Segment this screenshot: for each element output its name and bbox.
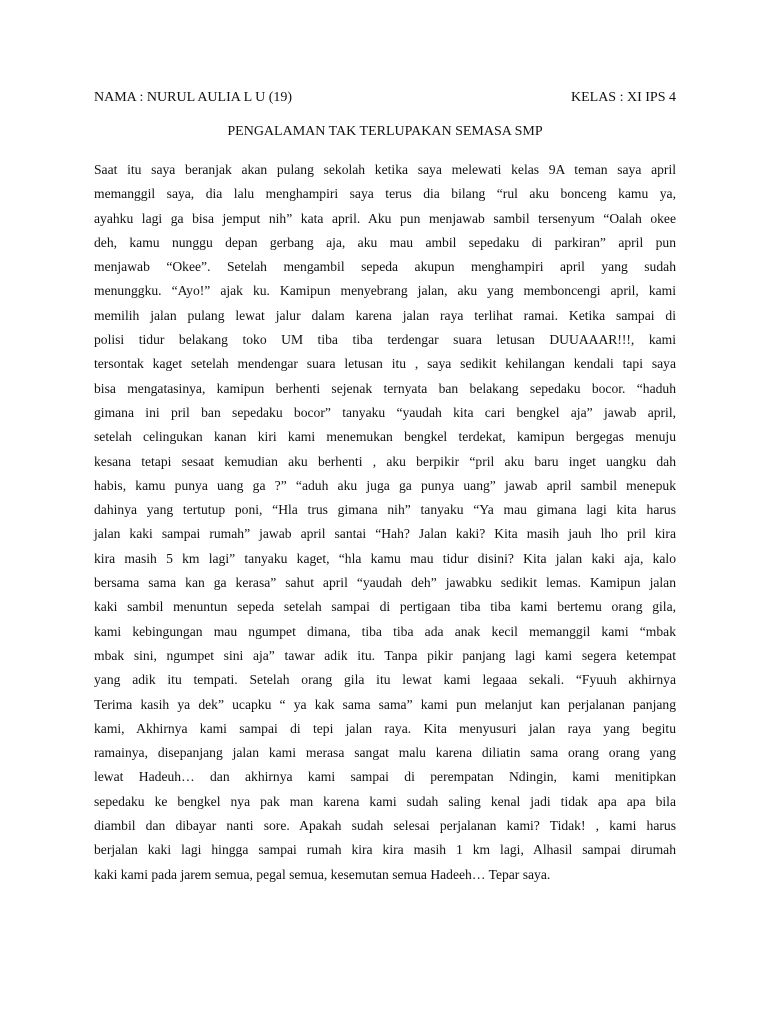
paragraph-line: bersama sama kan ga kerasa” sahut april “yaudah deh” jawabku sedikit lemas. Kamipun jalan	[94, 575, 676, 591]
paragraph-line: kaki sambil menuntun sepeda setelah sampai di pertigaan tiba tiba kami bertemu orang gila,	[94, 599, 676, 615]
paragraph-line: kami kebingungan mau ngumpet dimana, tiba tiba ada anak kecil memanggil kami “mbak	[94, 623, 676, 639]
paragraph-line: memanggil saya, dia lalu menghampiri saya terus dia bilang “rul aku bonceng kamu ya,	[94, 186, 676, 202]
paragraph-line: menjawab “Okee”. Setelah mengambil sepeda akupun menghampiri april yang sudah	[94, 259, 676, 275]
paragraph-line: Terima kasih ya dek” ucapku “ ya kak sama sama” kami pun melanjut kan perjalanan panjang	[94, 696, 676, 712]
paragraph-line: kira masih 5 km lagi” tanyaku kaget, “hla kamu mau tidur disini? Kita jalan kaki aja, kalo	[94, 550, 676, 566]
paragraph-line: polisi tidur belakang toko UM tiba tiba terdengar suara letusan DUUAAAR!!!, kami	[94, 332, 676, 348]
paragraph-line: memilih jalan pulang lewat jalur dalam karena jalan raya terlihat ramai. Ketika sampai di	[94, 307, 676, 323]
paragraph-line: diambil dan dibayar nanti sore. Apakah sudah selesai perjalanan kami? Tidak! , kami harus	[94, 818, 676, 834]
paragraph-line: ayahku lagi ga bisa jemput nih” kata april. Aku pun menjawab sambil tersenyum “Oalah okee	[94, 210, 676, 226]
paragraph-line: Saat itu saya beranjak akan pulang sekolah ketika saya melewati kelas 9A teman saya april	[94, 162, 676, 177]
paragraph-line: deh, kamu nunggu depan gerbang aja, aku mau ambil sepedaku di parkiran” april pun	[94, 234, 676, 250]
paragraph-line: kesana tetapi sesaat kemudian aku berhenti , aku berpikir “pril aku baru inget uangku dah	[94, 453, 676, 469]
paragraph-line: lewat Hadeuh… dan akhirnya kami sampai di perempatan Ndingin, kami menitipkan	[94, 769, 676, 785]
student-class: KELAS : XI IPS 4	[570, 90, 676, 105]
paragraph-line: menunggku. “Ayo!” ajak ku. Kamipun menyebrang jalan, aku yang memboncengi april, kami	[94, 283, 676, 299]
paragraph-line: tersontak kaget setelah mendengar suara letusan itu , saya sedikit kehilangan kendali tapi saya	[94, 356, 676, 372]
paragraph-line: ramainya, disepanjang jalan kami merasa sangat malu karena diliatin sama orang orang yang	[94, 745, 676, 761]
paragraph-line: kami, Akhirnya kami sampai di tepi jalan raya. Kita menyusuri jalan raya yang begitu	[94, 720, 676, 736]
paragraph-line: gimana ini pril ban sepedaku bocor” tanyaku “yaudah kita cari bengkel aja” jawab april,	[94, 404, 676, 420]
header-row	[94, 88, 676, 108]
paragraph-line: dahinya yang tertutup poni, “Hla trus gimana nih” tanyaku “Ya mau gimana lagi kita harus	[94, 502, 676, 518]
document-title: PENGALAMAN TAK TERLUPAKAN SEMASA SMP	[227, 124, 543, 139]
story-paragraph	[94, 158, 676, 887]
paragraph-line: jalan kaki sampai rumah” jawab april santai “Hah? Jalan kaki? Kita masih jauh lho pril kira	[94, 526, 676, 542]
paragraph-line: bisa mengatasinya, kamipun berhenti sejenak ternyata ban belakang sepedaku bocor. “haduh	[94, 380, 676, 396]
paragraph-line: kaki kami pada jarem semua, pegal semua, kesemutan semua Hadeeh… Tepar saya.	[94, 866, 551, 882]
paragraph-line: setelah celingukan kanan kiri kami menemukan bengkel terdekat, kamipun bergegas menuju	[94, 429, 676, 445]
student-name: NAMA : NURUL AULIA L U (19)	[94, 90, 293, 105]
paragraph-line: sepedaku ke bengkel nya pak man karena kami sudah saling kenal jadi tidak apa apa bila	[94, 793, 676, 809]
paragraph-line: mbak sini, ngumpet sini aja” tawar adik itu. Tanpa pikir panjang lagi kami segera ketempat	[94, 647, 676, 663]
paragraph-line: yang adik itu tempati. Setelah orang gila itu lewat kami legaaa sekali. “Fyuuh akhirnya	[94, 672, 676, 688]
paragraph-line: berjalan kaki lagi hingga sampai rumah kira kira masih 1 km lagi, Alhasil sampai dirumah	[94, 842, 676, 858]
paragraph-line: habis, kamu punya uang ga ?” “aduh aku juga ga punya uang” jawab april sambil menepuk	[94, 477, 676, 493]
